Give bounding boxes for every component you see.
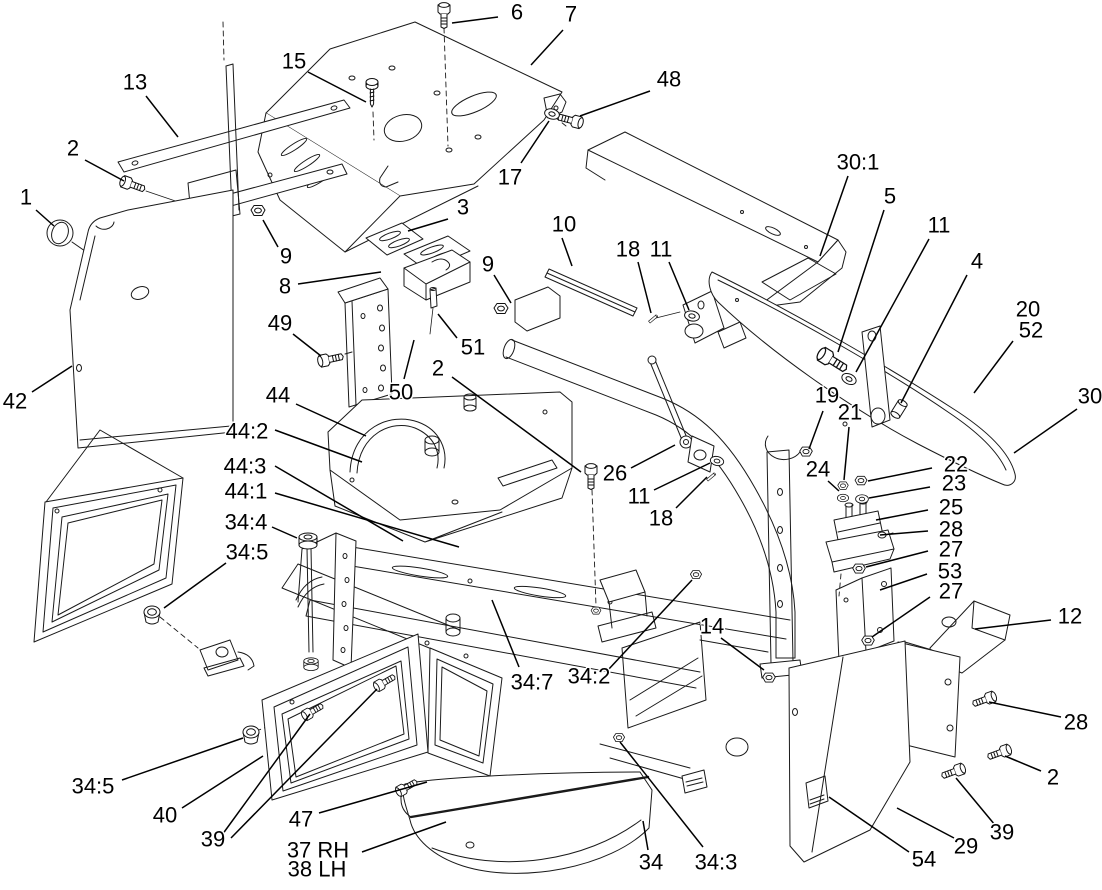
- leader-line-34-5: [122, 738, 243, 780]
- callout-label-3: 3: [456, 194, 470, 220]
- leader-line-18: [638, 262, 651, 313]
- callout-label-4: 4: [970, 248, 984, 274]
- trim-strip-art: [545, 269, 637, 316]
- leader-line-7: [531, 30, 563, 65]
- callout-label-48: 48: [656, 66, 682, 92]
- leader-line-3: [408, 219, 448, 231]
- callout-label-52: 52: [1018, 317, 1044, 343]
- frame-pillar-art: [223, 22, 239, 212]
- leader-line-30: [1014, 409, 1077, 453]
- callout-label-9: 9: [481, 251, 495, 277]
- bolt-icon: [585, 464, 597, 490]
- callout-label-6: 6: [510, 0, 524, 25]
- leader-line-39: [956, 778, 995, 825]
- nut-icon: [853, 564, 866, 573]
- leader-line-40: [182, 756, 263, 808]
- solenoid-art: [826, 500, 894, 662]
- callout-label-11: 11: [627, 483, 651, 509]
- washer-icon: [837, 494, 848, 502]
- callout-label-26: 26: [602, 460, 628, 486]
- nut-icon: [251, 206, 265, 216]
- leader-line-2: [1005, 756, 1041, 771]
- leader-line-24: [828, 481, 839, 491]
- callout-label-19: 19: [814, 382, 840, 408]
- callout-label-34-2: 34:2: [567, 663, 611, 689]
- callout-label-8: 8: [278, 273, 292, 299]
- leader-line-19: [809, 411, 823, 449]
- callout-label-5: 5: [883, 183, 897, 209]
- callout-label-13: 13: [122, 69, 148, 95]
- leader-line-10: [562, 238, 572, 266]
- bolt-icon: [118, 175, 146, 195]
- callout-label-30-1: 30:1: [836, 149, 880, 175]
- leader-line-42: [32, 366, 72, 392]
- callout-label-1: 1: [19, 184, 33, 210]
- leader-line-49: [293, 334, 321, 356]
- bolt-icon: [971, 690, 998, 709]
- nut-icon: [855, 476, 867, 485]
- leader-line-6: [452, 17, 498, 23]
- pin-icon: [707, 473, 716, 481]
- bolt-icon: [317, 351, 345, 368]
- callout-label-42: 42: [2, 388, 28, 414]
- leader-line-34-7: [492, 600, 519, 667]
- callout-label-2: 2: [431, 355, 445, 381]
- callout-label-44-1: 44:1: [224, 478, 268, 504]
- callout-label-34-3: 34:3: [694, 849, 738, 875]
- callout-label-47: 47: [288, 806, 314, 832]
- callout-label-17: 17: [497, 164, 523, 190]
- callout-label-34-4: 34:4: [224, 509, 268, 535]
- callout-label-2: 2: [66, 135, 80, 161]
- callout-label-12: 12: [1057, 603, 1083, 629]
- bushing-icon: [243, 726, 259, 744]
- callout-label-10: 10: [551, 211, 577, 237]
- side-window-panels-art: [262, 634, 502, 800]
- tank-cover-art: [328, 392, 572, 636]
- leader-line-4: [901, 275, 967, 403]
- callout-label-23: 23: [941, 470, 967, 496]
- callout-label-28: 28: [1063, 709, 1089, 735]
- callout-label-27: 27: [938, 578, 964, 604]
- leader-line-14: [721, 638, 764, 670]
- bolt-icon: [556, 111, 584, 129]
- callout-label-20: 20: [1015, 296, 1041, 322]
- callout-label-34-5: 34:5: [225, 539, 269, 565]
- leader-line-9: [494, 275, 511, 303]
- leader-line-11: [654, 463, 710, 490]
- leader-line-51: [438, 314, 457, 338]
- callout-label-25: 25: [938, 494, 964, 520]
- callout-label-29: 29: [953, 833, 979, 859]
- leader-line-50: [404, 340, 414, 379]
- nut-icon: [690, 571, 701, 579]
- floor-pan-art: [401, 772, 652, 873]
- callout-label-44-3: 44:3: [223, 453, 267, 479]
- washer-icon: [856, 495, 869, 504]
- callout-label-44-2: 44:2: [225, 418, 269, 444]
- leader-line-34-4: [272, 527, 297, 538]
- leader-line-1: [36, 210, 54, 226]
- nut-icon: [613, 734, 624, 742]
- leader-line-28: [989, 702, 1061, 717]
- callout-label-40: 40: [152, 802, 178, 828]
- rear-frame-art: [600, 622, 748, 793]
- nut-icon: [800, 447, 813, 456]
- leader-line-13: [146, 96, 178, 137]
- leader-line-29: [897, 808, 954, 838]
- callout-label-34-5: 34:5: [71, 773, 115, 799]
- callout-label-49: 49: [267, 310, 293, 336]
- leader-line-21: [844, 427, 849, 480]
- callout-label-18: 18: [648, 505, 674, 531]
- nut-icon: [763, 673, 776, 682]
- leader-line-22: [868, 468, 932, 481]
- callout-label-44: 44: [265, 382, 291, 408]
- callout-label-11: 11: [927, 212, 951, 238]
- callout-label-11: 11: [649, 236, 673, 262]
- bolt-icon: [940, 762, 967, 781]
- callout-label-22: 22: [943, 451, 969, 477]
- callout-label-27: 27: [938, 536, 964, 562]
- leader-line-18: [676, 477, 707, 508]
- bolt-icon: [986, 743, 1013, 762]
- callout-label-39: 39: [989, 819, 1015, 845]
- callout-label-53: 53: [937, 558, 963, 584]
- nut-icon: [494, 304, 508, 314]
- callout-label-34-7: 34:7: [510, 669, 554, 695]
- leader-line-9: [263, 220, 278, 247]
- bushing-icon: [144, 606, 160, 624]
- right-panel-30-art: [709, 272, 1015, 485]
- side-panel-42-art: [70, 190, 233, 448]
- callout-label-34: 34: [638, 849, 664, 875]
- callout-label-30: 30: [1077, 383, 1102, 409]
- leader-line-48: [580, 91, 650, 116]
- latch-assembly-art: [338, 223, 560, 407]
- callout-label-51: 51: [460, 334, 486, 360]
- callout-label-39: 39: [200, 826, 226, 852]
- callout-label-7: 7: [564, 1, 578, 27]
- leader-line-26: [631, 445, 675, 468]
- pin-icon: [649, 315, 658, 323]
- callout-label-28: 28: [938, 516, 964, 542]
- callout-label-15: 15: [281, 48, 307, 74]
- callout-label-54: 54: [911, 846, 937, 872]
- callout-label-21: 21: [837, 399, 863, 425]
- callout-label-50: 50: [388, 379, 414, 405]
- callout-label-9: 9: [279, 243, 293, 269]
- plug-icon: [299, 533, 317, 549]
- callout-label-37-RH: 37 RH: [286, 837, 350, 863]
- bolt-icon: [438, 3, 450, 29]
- nut-icon: [591, 607, 601, 614]
- leader-line-25: [876, 510, 928, 520]
- leader-line-11: [669, 262, 689, 310]
- leader-line-11: [856, 239, 929, 372]
- callout-label-14: 14: [699, 613, 725, 639]
- bracket-344-art: [296, 533, 356, 668]
- leader-line-52: [974, 341, 1013, 393]
- callout-label-2: 2: [1046, 764, 1060, 790]
- leader-line-23: [869, 487, 930, 498]
- nut-icon: [838, 482, 849, 490]
- callout-label-38-LH: 38 LH: [287, 856, 347, 882]
- plug-icon: [304, 658, 318, 671]
- callout-label-24: 24: [805, 456, 831, 482]
- callout-label-18: 18: [615, 236, 641, 262]
